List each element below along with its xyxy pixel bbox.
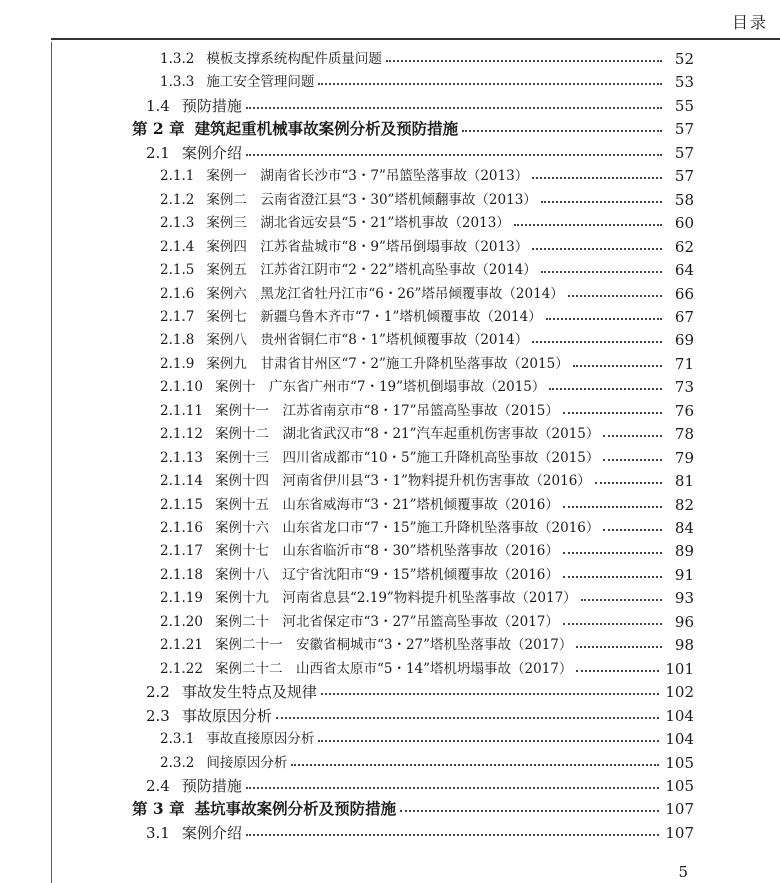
toc-dot-leader xyxy=(321,693,659,695)
toc-entry-number: 3.1 xyxy=(146,823,170,842)
toc-dot-leader xyxy=(400,810,659,812)
toc-entry-number: 2.1.12 xyxy=(160,426,203,443)
toc-dot-leader xyxy=(549,388,662,390)
toc-entry-title: 施工安全管理问题 xyxy=(206,74,315,91)
toc-entry-page: 76 xyxy=(674,401,694,420)
toc-entry-page: 62 xyxy=(674,237,694,256)
toc-entry[interactable] xyxy=(160,540,694,562)
toc-entry-page: 105 xyxy=(665,776,694,795)
toc-entry-title: 案例十一 江苏省南京市“8・17”吊篮高坠事故（2015） xyxy=(214,402,559,419)
toc-entry[interactable] xyxy=(160,400,694,422)
toc-entry[interactable] xyxy=(160,236,694,258)
toc-entry-page: 66 xyxy=(674,284,694,303)
toc-dot-leader xyxy=(246,154,662,156)
toc-entry[interactable] xyxy=(160,611,694,633)
toc-entry[interactable] xyxy=(160,283,694,305)
toc-entry-title: 案例介绍 xyxy=(181,823,242,842)
toc-entry[interactable] xyxy=(146,95,694,117)
toc-entry-title: 案例十五 山东省威海市“3・21”塔机倾覆事故（2016） xyxy=(214,496,559,513)
toc-dot-leader xyxy=(246,787,659,789)
toc-dot-leader xyxy=(291,764,659,766)
toc-entry-number: 2.1.19 xyxy=(160,590,203,607)
toc-entry[interactable] xyxy=(160,259,694,281)
toc-entry-title: 案例九 甘肃省甘州区“7・2”施工升降机坠落事故（2015） xyxy=(206,355,569,372)
toc-entry[interactable] xyxy=(160,212,694,234)
toc-entry-number: 2.1.16 xyxy=(160,520,203,536)
toc-dot-leader xyxy=(568,295,662,297)
toc-entry-page: 67 xyxy=(674,307,694,326)
toc-entry-title: 案例二十一 安徽省桐城市“3・27”塔机坠落事故（2017） xyxy=(214,637,573,654)
toc-entry-page: 96 xyxy=(674,612,694,631)
toc-entry-number: 2.1.8 xyxy=(160,332,195,349)
toc-entry-number: 2.3.1 xyxy=(160,731,195,748)
toc-entry[interactable] xyxy=(146,681,694,703)
toc-entry-title: 事故原因分析 xyxy=(181,706,272,725)
toc-dot-leader xyxy=(563,552,662,554)
toc-dot-leader xyxy=(573,365,662,367)
toc-entry-title: 案例介绍 xyxy=(181,143,242,162)
toc-entry[interactable] xyxy=(160,447,694,469)
toc-entry-number: 2.1.11 xyxy=(160,402,203,419)
toc-dot-leader xyxy=(581,599,662,601)
toc-entry[interactable] xyxy=(160,306,694,328)
toc-entry-title: 事故直接原因分析 xyxy=(206,731,315,748)
toc-entry-number: 2.3 xyxy=(146,706,170,725)
toc-entry-page: 104 xyxy=(665,730,694,749)
toc-entry-page: 107 xyxy=(665,823,694,842)
toc-entry-title: 案例三 湖北省远安县“5・21”塔机事故（2013） xyxy=(206,215,510,232)
toc-entry[interactable] xyxy=(160,48,694,70)
toc-entry-page: 53 xyxy=(674,73,694,92)
toc-entry[interactable] xyxy=(160,494,694,516)
toc-entry[interactable] xyxy=(160,71,694,93)
toc-dot-leader xyxy=(462,130,662,132)
toc-entry-title: 案例十九 河南省息县“2.19”物料提升机坠落事故（2017） xyxy=(214,590,577,607)
toc-entry-number: 2.1.3 xyxy=(160,215,195,232)
toc-dot-leader xyxy=(276,717,659,719)
toc-entry[interactable] xyxy=(160,752,694,774)
toc-entry-number: 第 3 章 xyxy=(132,799,185,819)
toc-entry-page: 57 xyxy=(674,120,694,139)
toc-entry[interactable] xyxy=(160,564,694,586)
toc-dot-leader xyxy=(532,177,662,179)
toc-entry-title: 建筑起重机械事故案例分析及预防措施 xyxy=(194,119,459,139)
header-rule xyxy=(51,38,780,40)
running-header-title: 目录 xyxy=(731,13,768,32)
footer-page-number: 5 xyxy=(678,863,688,881)
toc-entry-page: 71 xyxy=(674,354,694,373)
toc-entry-title: 案例十六 山东省龙口市“7・15”施工升降机坠落事故（2016） xyxy=(214,520,600,536)
toc-entry-title: 案例十八 辽宁省沈阳市“9・15”塔机倾覆事故（2016） xyxy=(214,566,559,583)
toc-entry[interactable] xyxy=(160,189,694,211)
toc-entry[interactable] xyxy=(160,587,694,609)
toc-entry-title: 案例七 新疆乌鲁木齐市“7・1”塔机倾覆事故（2014） xyxy=(206,308,542,325)
toc-entry-page: 57 xyxy=(674,167,694,186)
toc-dot-leader xyxy=(595,482,662,484)
toc-entry-number: 2.1.9 xyxy=(160,355,195,372)
toc-entry-title: 案例一 湖南省长沙市“3・7”吊篮坠落事故（2013） xyxy=(206,168,529,185)
toc-entry-number: 2.1.21 xyxy=(160,637,203,654)
toc-entry-number: 1.3.3 xyxy=(160,74,195,91)
toc-entry-title: 事故发生特点及规律 xyxy=(181,683,317,702)
toc-entry-page: 104 xyxy=(665,706,694,725)
toc-entry[interactable] xyxy=(146,775,694,797)
toc-dot-leader xyxy=(563,412,662,414)
toc-dot-leader xyxy=(563,623,662,625)
toc-entry-title: 预防措施 xyxy=(181,96,242,115)
toc-entry[interactable] xyxy=(160,165,694,187)
toc-entry-number: 第 2 章 xyxy=(132,119,185,139)
toc-entry-number: 2.1.1 xyxy=(160,168,195,185)
toc-entry-page: 55 xyxy=(674,96,694,115)
toc-entry-title: 基坑事故案例分析及预防措施 xyxy=(194,799,397,819)
toc-entry-number: 2.1.22 xyxy=(160,660,203,677)
toc-entry-title: 案例十二 湖北省武汉市“8・21”汽车起重机伤害事故（2015） xyxy=(214,426,600,443)
toc-dot-leader xyxy=(532,341,662,343)
toc-entry-number: 2.1.15 xyxy=(160,496,203,513)
toc-dot-leader xyxy=(576,670,659,672)
toc-entry-title: 案例十 广东省广州市“7・19”塔机倒塌事故（2015） xyxy=(214,379,546,396)
toc-entry[interactable] xyxy=(160,376,694,398)
toc-entry-title: 案例五 江苏省江阴市“2・22”塔机高坠事故（2014） xyxy=(206,262,537,279)
toc-entry-number: 2.1.6 xyxy=(160,285,195,302)
toc-entry-page: 105 xyxy=(665,753,694,772)
toc-entry-number: 2.1.2 xyxy=(160,191,195,208)
toc-dot-leader xyxy=(386,60,662,62)
toc-entry-page: 64 xyxy=(674,261,694,280)
toc-entry-number: 2.1.13 xyxy=(160,449,203,466)
toc-entry-title: 案例十七 山东省临沂市“8・30”塔机坠落事故（2016） xyxy=(214,543,559,560)
toc-entry-number: 2.4 xyxy=(146,776,170,795)
toc-entry-number: 2.2 xyxy=(146,683,170,702)
toc-entry-number: 2.1.20 xyxy=(160,613,203,630)
toc-entry-title: 模板支撑系统构配件质量问题 xyxy=(206,51,382,67)
toc-entry-page: 58 xyxy=(674,190,694,209)
toc-dot-leader xyxy=(318,83,662,85)
toc-entry-page: 57 xyxy=(674,143,694,162)
toc-entry-page: 69 xyxy=(674,331,694,350)
toc-entry-number: 1.4 xyxy=(146,96,170,115)
toc-entry[interactable] xyxy=(160,517,694,539)
toc-dot-leader xyxy=(603,529,662,531)
toc-dot-leader xyxy=(603,435,662,437)
toc-entry-page: 84 xyxy=(674,519,694,537)
toc-entry-page: 107 xyxy=(665,800,694,819)
toc-dot-leader xyxy=(541,271,662,273)
toc-entry[interactable] xyxy=(146,142,694,164)
toc-entry-number: 2.1.4 xyxy=(160,238,195,255)
binding-margin-line xyxy=(51,42,52,883)
toc-entry-number: 2.1.7 xyxy=(160,308,195,325)
toc-dot-leader xyxy=(532,248,662,250)
toc-dot-leader xyxy=(563,506,662,508)
toc-entry[interactable] xyxy=(146,822,694,844)
toc-entry-title: 案例六 黑龙江省牡丹江市“6・26”塔吊倾覆事故（2014） xyxy=(206,285,564,302)
toc-entry-page: 81 xyxy=(674,472,694,491)
toc-entry-title: 预防措施 xyxy=(181,776,242,795)
toc-entry-page: 91 xyxy=(674,565,694,584)
toc-entry-title: 案例二十二 山西省太原市“5・14”塔机坍塌事故（2017） xyxy=(214,660,573,677)
toc-entry-number: 1.3.2 xyxy=(160,51,195,67)
toc-entry[interactable] xyxy=(160,728,694,750)
toc-entry-title: 案例十四 河南省伊川县“3・1”物料提升机伤害事故（2016） xyxy=(214,473,591,490)
toc-entry-page: 82 xyxy=(674,495,694,514)
toc-entry[interactable] xyxy=(160,423,694,445)
toc-entry-number: 2.1.5 xyxy=(160,262,195,279)
toc-entry-title: 案例四 江苏省盐城市“8・9”塔吊倒塌事故（2013） xyxy=(206,238,529,255)
toc-entry[interactable] xyxy=(132,798,694,820)
toc-entry-page: 101 xyxy=(665,659,694,678)
toc-dot-leader xyxy=(514,224,662,226)
toc-entry[interactable] xyxy=(160,658,694,680)
toc-entry-page: 79 xyxy=(674,448,694,467)
toc-entry[interactable] xyxy=(160,470,694,492)
toc-dot-leader xyxy=(576,646,662,648)
toc-dot-leader xyxy=(246,834,659,836)
toc-entry-page: 78 xyxy=(674,425,694,444)
toc-entry-number: 2.1 xyxy=(146,143,170,162)
toc-entry-page: 98 xyxy=(674,636,694,655)
toc-entry-title: 案例十三 四川省成都市“10・5”施工升降机高坠事故（2015） xyxy=(214,449,600,466)
toc-entry-title: 间接原因分析 xyxy=(206,754,288,771)
toc-entry-title: 案例二 云南省澄江县“3・30”塔机倾翻事故（2013） xyxy=(206,191,537,208)
toc-entry-page: 89 xyxy=(674,542,694,561)
toc-entry-page: 93 xyxy=(674,589,694,608)
toc-entry[interactable] xyxy=(160,329,694,351)
toc-entry[interactable] xyxy=(160,353,694,375)
toc-entry-page: 102 xyxy=(665,683,694,702)
toc-entry-page: 73 xyxy=(674,378,694,397)
toc-dot-leader xyxy=(246,107,662,109)
toc-dot-leader xyxy=(546,318,662,320)
toc-entry-title: 案例二十 河北省保定市“3・27”吊篮高坠事故（2017） xyxy=(214,613,559,630)
toc-dot-leader xyxy=(318,740,659,742)
toc-entry-page: 60 xyxy=(674,214,694,233)
toc-entry-number: 2.1.10 xyxy=(160,379,203,396)
toc-entry[interactable] xyxy=(132,118,694,140)
toc-dot-leader xyxy=(603,459,662,461)
toc-entry[interactable] xyxy=(146,705,694,727)
toc-entry-page: 52 xyxy=(674,50,694,68)
toc-entry-title: 案例八 贵州省铜仁市“8・1”塔机倾覆事故（2014） xyxy=(206,332,529,349)
toc-dot-leader xyxy=(563,576,662,578)
toc-dot-leader xyxy=(541,201,662,203)
toc-entry-number: 2.3.2 xyxy=(160,754,195,771)
toc-entry-number: 2.1.18 xyxy=(160,566,203,583)
toc-entry-number: 2.1.14 xyxy=(160,473,203,490)
toc-entry-number: 2.1.17 xyxy=(160,543,203,560)
toc-entry[interactable] xyxy=(160,634,694,656)
